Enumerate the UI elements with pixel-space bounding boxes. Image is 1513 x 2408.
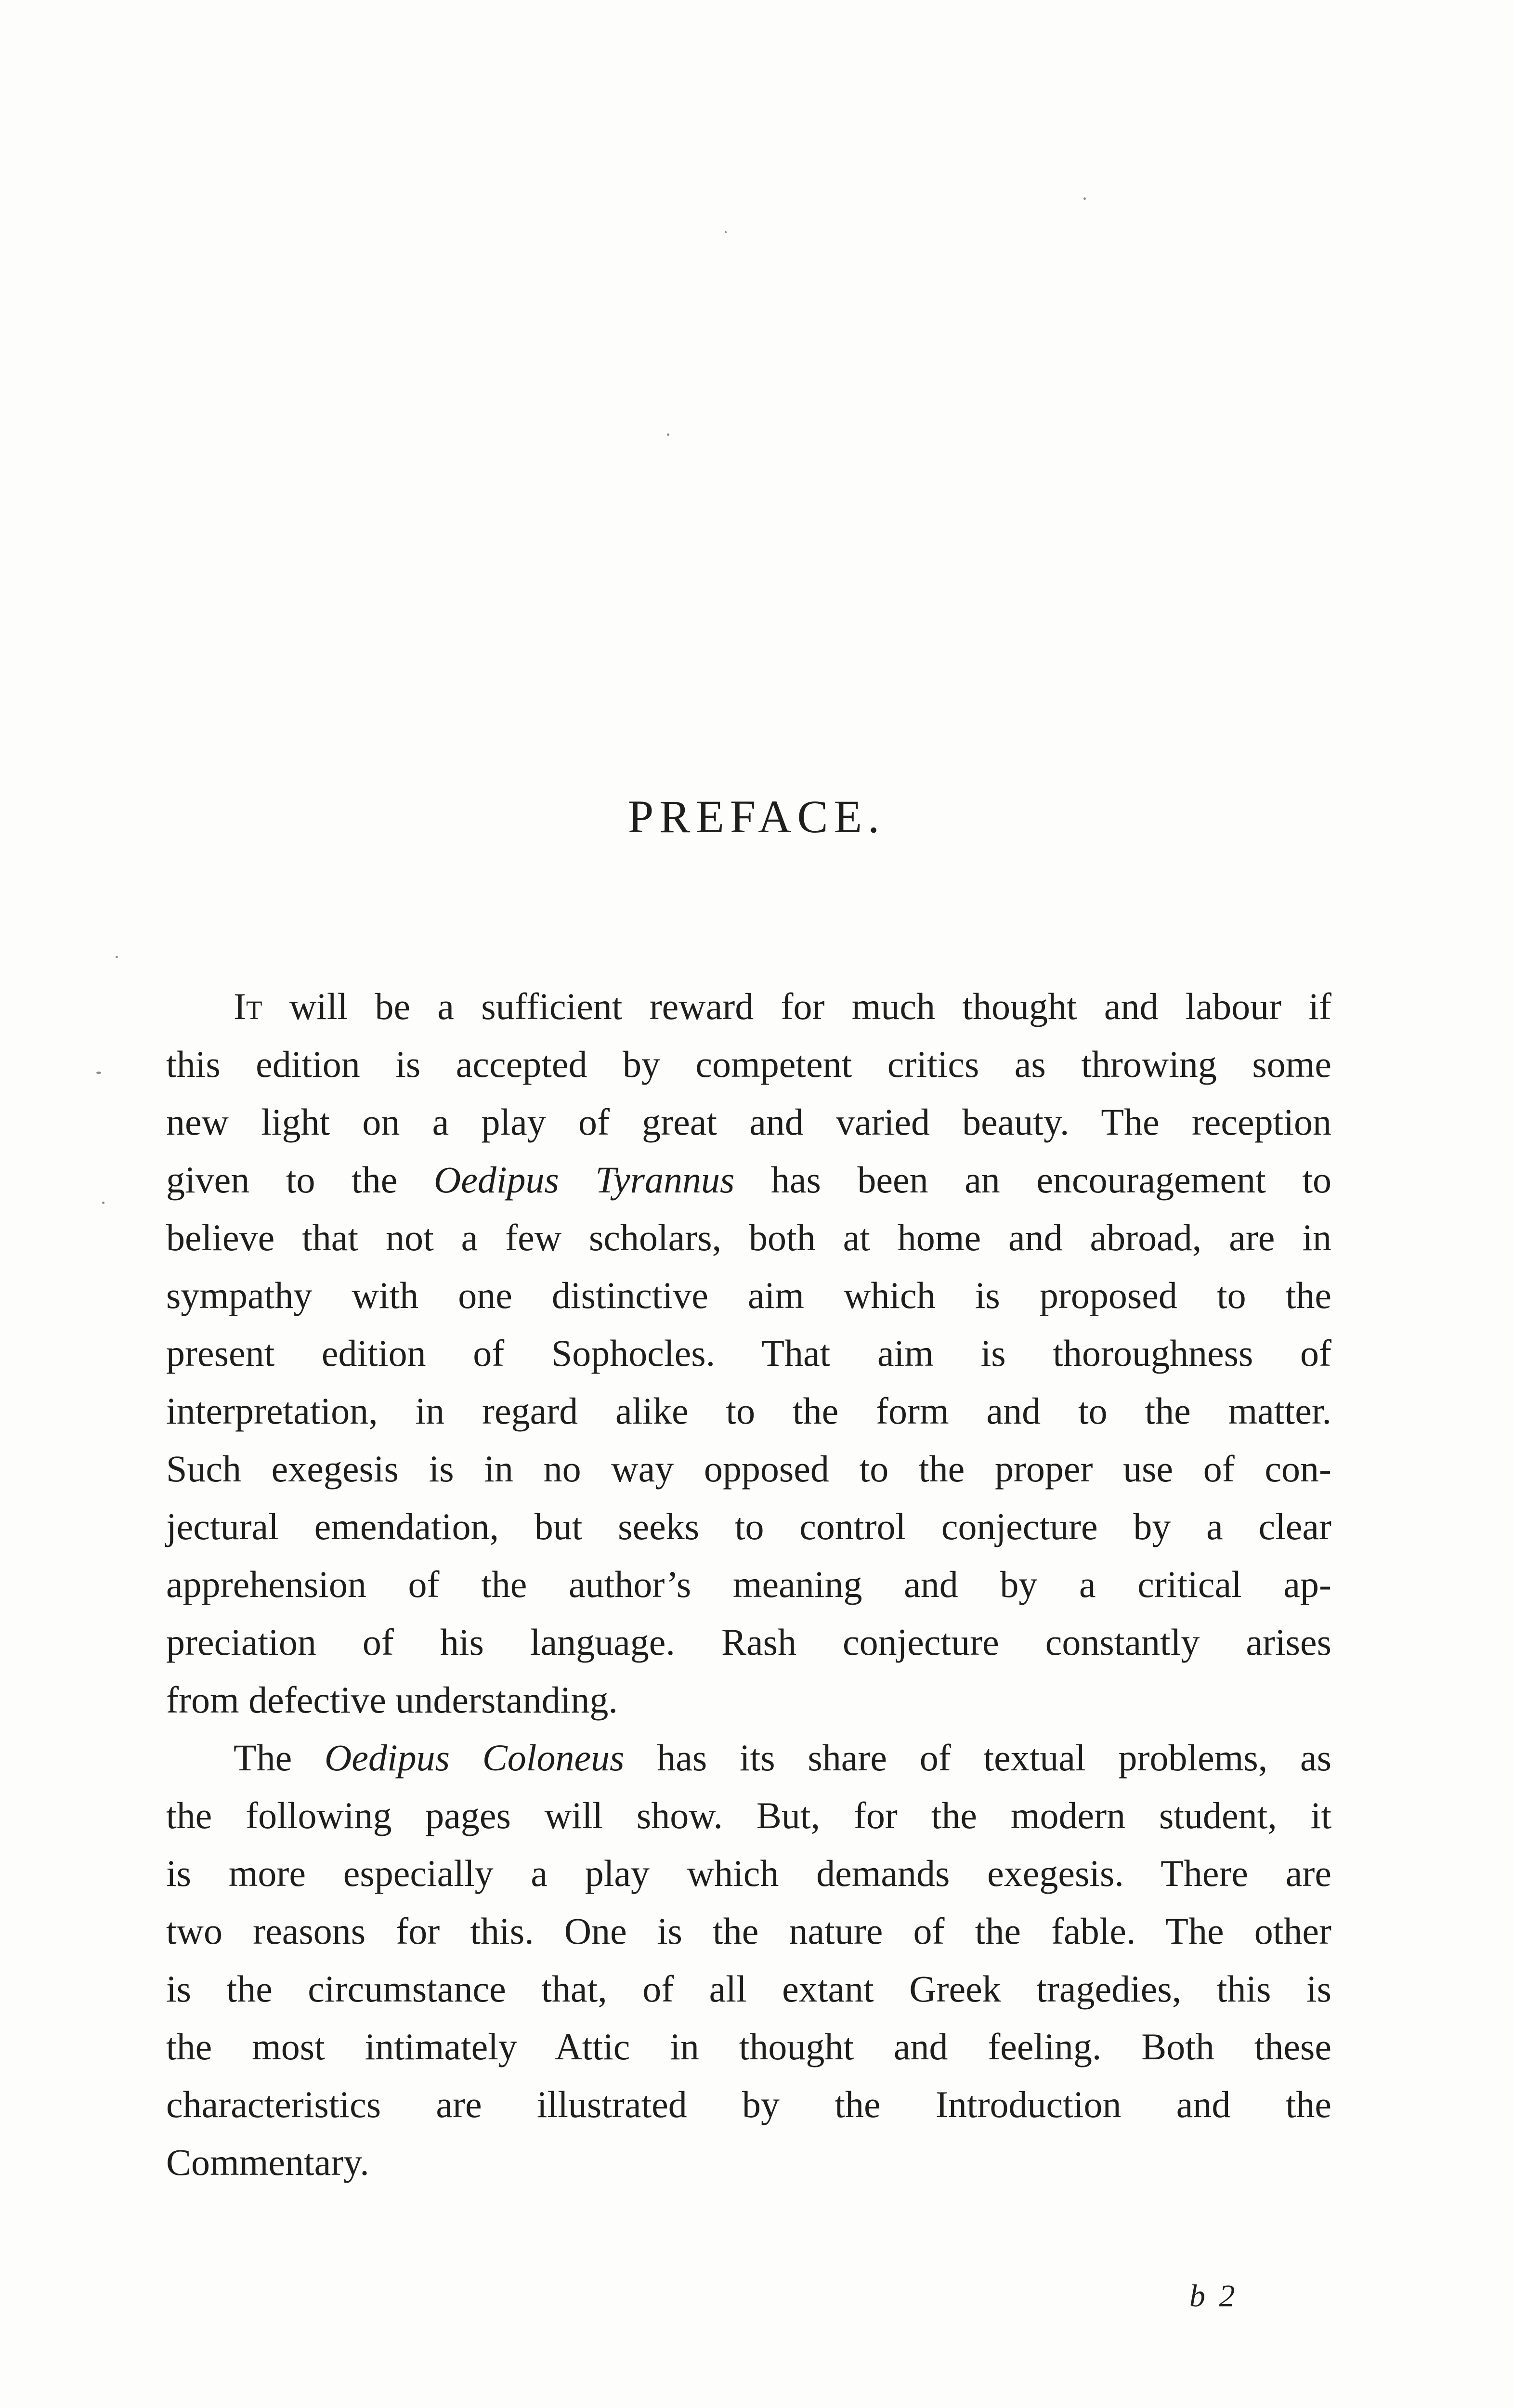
- text-line: new light on a play of great and varied beauty. The reception: [166, 1101, 1331, 1143]
- drop-initial: It: [234, 985, 262, 1027]
- text-line: the following pages will show. But, for the modern student, it: [166, 1794, 1331, 1836]
- text-line: apprehension of the author’s meaning and by a critical ap-: [166, 1563, 1331, 1605]
- text-line: Commentary.: [166, 2141, 369, 2183]
- text-line: is the circumstance that, of all extant Greek tragedies, this is: [166, 1968, 1331, 2010]
- scan-speck: [102, 1202, 104, 1204]
- text-line: interpretation, in regard alike to the form and to the matter.: [166, 1390, 1331, 1432]
- text-line: The Oedipus Coloneus has its share of textual problems, as: [234, 1737, 1331, 1779]
- scan-speck: [1083, 197, 1086, 200]
- text-line: Such exegesis is in no way opposed to the proper use of con-: [166, 1448, 1331, 1490]
- text-line: preciation of his language. Rash conjecture constantly arises: [166, 1621, 1331, 1663]
- text-line: present edition of Sophocles. That aim is thoroughness of: [166, 1332, 1331, 1374]
- text-line: It will be a sufficient reward for much thought and labour if: [234, 985, 1331, 1027]
- page-title: PREFACE.: [627, 791, 886, 842]
- text-line: jectural emendation, but seeks to control conjecture by a clear: [166, 1505, 1331, 1547]
- scan-speck: [116, 956, 118, 958]
- text-line: characteristics are illustrated by the Introduction and the: [166, 2083, 1331, 2125]
- scan-speck: [96, 1072, 101, 1074]
- text-line: from defective understanding.: [166, 1679, 618, 1721]
- play-title: Oedipus Coloneus: [325, 1737, 625, 1779]
- scan-speck: [725, 231, 727, 233]
- text-line: two reasons for this. One is the nature of the fable. The other: [166, 1910, 1331, 1952]
- text-line: is more especially a play which demands exegesis. There are: [166, 1852, 1331, 1894]
- paragraph-1: [166, 978, 1331, 1729]
- text-line: sympathy with one distinctive aim which is proposed to the: [166, 1274, 1331, 1316]
- text-line: the most intimately Attic in thought and feeling. Both these: [166, 2026, 1331, 2068]
- text-line: given to the Oedipus Tyrannus has been an encouragement to: [166, 1159, 1331, 1201]
- play-title: Oedipus Tyrannus: [433, 1159, 735, 1201]
- scan-speck: [667, 433, 669, 436]
- text-line: believe that not a few scholars, both at home and abroad, are in: [166, 1217, 1331, 1258]
- paragraph-2: [166, 1729, 1331, 2191]
- signature-mark: b 2: [1189, 2278, 1238, 2314]
- text-line: this edition is accepted by competent critics as throwing some: [166, 1043, 1331, 1085]
